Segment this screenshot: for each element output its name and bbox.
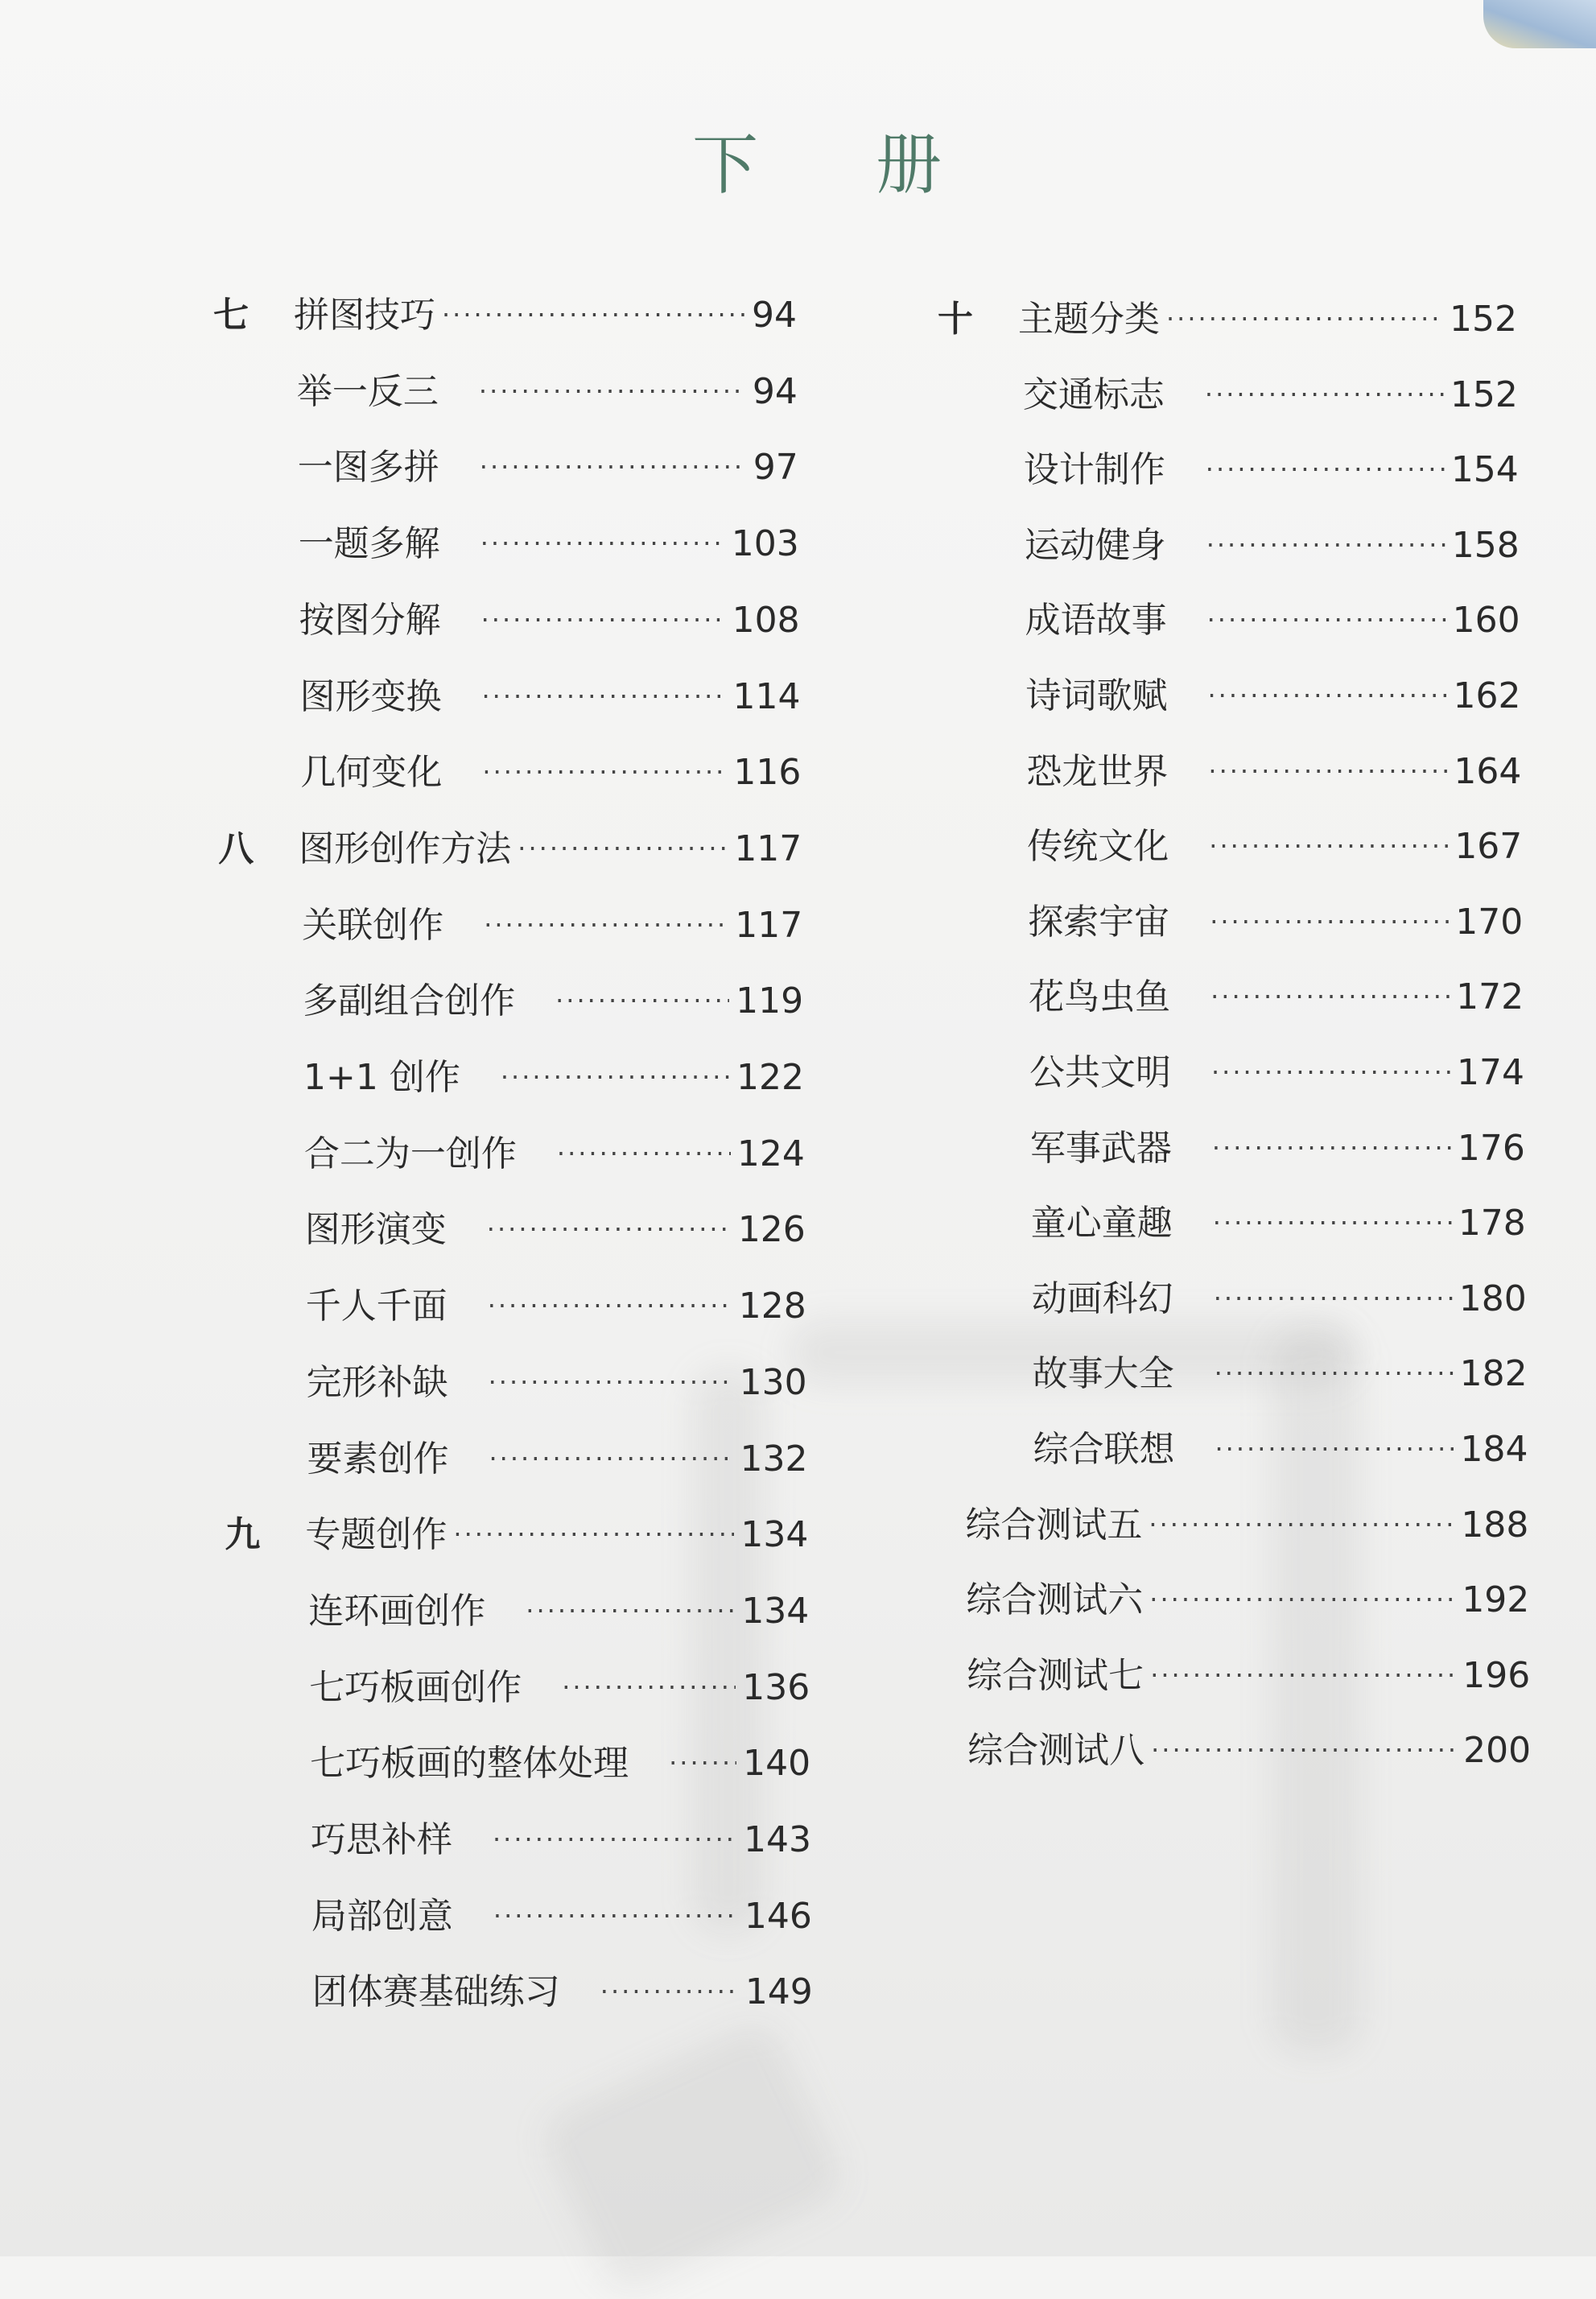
section-title: 恐龙世界: [1026, 750, 1169, 792]
section-title: 七巧板画创作: [309, 1666, 522, 1708]
dot-leader: [482, 757, 727, 787]
toc-entry[interactable]: [304, 1125, 805, 1176]
toc-entry[interactable]: [311, 1887, 812, 1938]
dot-leader: [1210, 906, 1449, 937]
page-number: 128: [738, 1286, 806, 1327]
dot-leader: [1206, 530, 1445, 560]
toc-entry[interactable]: [1024, 440, 1519, 492]
page-number: 200: [1463, 1730, 1532, 1772]
page-number: 119: [736, 980, 804, 1022]
dot-leader: [1150, 1660, 1456, 1690]
toc-entry[interactable]: [1023, 365, 1518, 417]
test-title: 综合测试七: [967, 1654, 1144, 1696]
section-title: 局部创意: [311, 1895, 453, 1937]
dot-leader: [1209, 831, 1448, 861]
toc-entry[interactable]: [300, 743, 801, 795]
section-title: 一题多解: [298, 523, 440, 565]
dot-leader: [1208, 756, 1447, 786]
toc-entry[interactable]: [307, 1430, 808, 1481]
chapter-number: 十: [938, 299, 973, 340]
section-title: 探索宇宙: [1028, 901, 1170, 943]
chapter-title: 主题分类: [1018, 299, 1160, 340]
page-number: 94: [752, 370, 798, 412]
section-title: 公共文明: [1029, 1052, 1171, 1093]
page-number: 160: [1452, 600, 1520, 642]
dot-leader: [493, 1901, 738, 1931]
page-title: 下 册: [691, 127, 991, 204]
dot-leader: [442, 299, 745, 330]
chapter-number: 九: [225, 1514, 261, 1556]
toc-entry[interactable]: [1029, 968, 1524, 1019]
section-title: 动画科幻: [1031, 1277, 1173, 1319]
page-number: 140: [743, 1743, 811, 1785]
toc-entry[interactable]: [303, 972, 803, 1023]
page-number: 94: [752, 295, 797, 336]
section-title: 交通标志: [1022, 374, 1165, 415]
section-title: 一图多拼: [297, 447, 439, 489]
toc-entry[interactable]: [1029, 1043, 1524, 1095]
corner-tab: [1483, 0, 1596, 48]
section-title: 关联创作: [302, 904, 444, 946]
show-through-shadow: [534, 2016, 849, 2299]
dot-leader: [489, 1367, 733, 1397]
dot-leader: [480, 528, 725, 559]
dot-leader: [1215, 1434, 1454, 1464]
dot-leader: [600, 1976, 739, 2007]
toc-entry[interactable]: [1027, 817, 1522, 869]
toc-entry[interactable]: [225, 1505, 808, 1557]
section-title: 几何变化: [300, 752, 443, 794]
dot-leader: [1151, 1735, 1457, 1765]
toc-entry[interactable]: [1033, 1344, 1528, 1396]
page-number: 132: [740, 1438, 808, 1480]
section-title: 七巧板画的整体处理: [310, 1743, 629, 1785]
page-number: 188: [1461, 1504, 1529, 1546]
toc-entry[interactable]: [310, 1734, 810, 1785]
toc-entry[interactable]: [306, 1277, 806, 1328]
dot-leader: [555, 985, 729, 1016]
dot-leader: [484, 910, 728, 940]
dot-leader: [1214, 1283, 1453, 1314]
section-title: 举一反三: [296, 370, 439, 412]
toc-entry[interactable]: [1031, 1194, 1526, 1245]
page-number: 116: [733, 752, 802, 794]
page-number: 196: [1462, 1654, 1531, 1696]
dot-leader: [1210, 981, 1450, 1012]
dot-leader: [1149, 1509, 1454, 1540]
toc-entry[interactable]: [309, 1658, 810, 1710]
dot-leader: [493, 1824, 737, 1855]
toc-entry[interactable]: [303, 1048, 804, 1100]
page-number: 149: [744, 1971, 813, 2013]
dot-leader: [481, 605, 726, 635]
section-title: 设计制作: [1023, 449, 1165, 491]
toc-entry[interactable]: [305, 1200, 806, 1252]
dot-leader: [1149, 1584, 1455, 1615]
page-number: 122: [736, 1057, 804, 1098]
section-title: 合二为一创作: [303, 1133, 517, 1174]
section-title: 成语故事: [1025, 600, 1167, 642]
page-number: 108: [732, 599, 800, 641]
toc-entry[interactable]: [299, 591, 800, 642]
page-number: 126: [737, 1209, 806, 1251]
chapter-title: 专题创作: [305, 1514, 447, 1556]
section-title: 故事大全: [1032, 1353, 1174, 1395]
section-title: 综合联想: [1033, 1429, 1175, 1470]
page-number: 117: [734, 828, 802, 869]
toc-entry[interactable]: [965, 1496, 1528, 1547]
toc-entry[interactable]: [1026, 667, 1521, 718]
section-title: 图形演变: [304, 1209, 447, 1251]
section-title: 千人千面: [305, 1286, 447, 1327]
dot-leader: [526, 1595, 735, 1626]
dot-leader: [1213, 1207, 1452, 1238]
section-title: 传统文化: [1027, 826, 1169, 868]
page-number: 170: [1455, 901, 1524, 943]
toc-entry[interactable]: [967, 1646, 1530, 1698]
section-title: 巧思补样: [311, 1819, 452, 1860]
test-title: 综合测试八: [967, 1730, 1145, 1772]
toc-entry[interactable]: [308, 1582, 809, 1633]
page-number: 124: [736, 1133, 805, 1174]
toc-entry[interactable]: [1026, 742, 1521, 794]
section-title: 花鸟虫鱼: [1029, 976, 1171, 1018]
dot-leader: [1208, 680, 1447, 711]
dot-leader: [1211, 1057, 1450, 1088]
page-number: 117: [735, 904, 803, 946]
toc-entry[interactable]: [1032, 1269, 1527, 1321]
toc-entry[interactable]: [938, 290, 1517, 341]
page-number: 152: [1450, 299, 1517, 340]
dot-leader: [453, 1519, 734, 1550]
section-title: 团体赛基础练习: [311, 1971, 560, 2013]
page-number: 162: [1453, 675, 1521, 716]
page-number: 134: [741, 1590, 810, 1632]
dot-leader: [1166, 303, 1443, 334]
dot-leader: [482, 681, 727, 712]
dot-leader: [518, 833, 728, 864]
page-number: 103: [731, 523, 799, 565]
dot-leader: [501, 1062, 730, 1092]
page-number: 184: [1460, 1429, 1528, 1470]
dot-leader: [562, 1672, 736, 1703]
chapter-title: 图形创作方法: [299, 828, 512, 869]
toc-entry[interactable]: [966, 1571, 1529, 1622]
page-number: 136: [742, 1666, 810, 1708]
toc-entry[interactable]: [311, 1810, 811, 1862]
page-number: 172: [1456, 976, 1524, 1018]
page-number: 182: [1459, 1353, 1528, 1395]
toc-entry[interactable]: [967, 1721, 1531, 1773]
page-number: 146: [744, 1895, 812, 1937]
toc-entry[interactable]: [307, 1353, 807, 1405]
section-title: 按图分解: [299, 599, 441, 641]
toc-entry[interactable]: [312, 1963, 813, 2014]
section-title: 多副组合创作: [303, 980, 516, 1022]
toc-entry[interactable]: [298, 438, 798, 489]
dot-leader: [479, 376, 746, 407]
section-title: 图形变换: [299, 675, 442, 717]
toc-entry[interactable]: [299, 514, 799, 566]
section-title: 军事武器: [1029, 1127, 1172, 1169]
section-title: 1+1 创作: [303, 1057, 460, 1098]
page-number: 134: [740, 1514, 809, 1556]
toc-entry[interactable]: [1028, 893, 1523, 944]
page-number: 130: [739, 1361, 807, 1403]
dot-leader: [1206, 454, 1445, 485]
dot-leader: [1215, 1358, 1454, 1389]
dot-leader: [488, 1290, 732, 1321]
page-number: 114: [732, 675, 801, 717]
toc-entry[interactable]: [1025, 591, 1520, 642]
dot-leader: [669, 1748, 736, 1778]
page-number: 143: [744, 1819, 811, 1860]
page-number: 174: [1457, 1052, 1524, 1093]
page-number: 167: [1454, 826, 1523, 868]
page-number: 152: [1450, 374, 1518, 415]
section-title: 诗词歌赋: [1025, 675, 1168, 716]
page-number: 192: [1462, 1579, 1530, 1621]
dot-leader: [480, 452, 747, 482]
toc-entry[interactable]: [300, 667, 801, 719]
page-number: 154: [1450, 449, 1519, 491]
section-title: 连环画创作: [308, 1590, 486, 1632]
toc-entry[interactable]: [218, 819, 802, 871]
test-title: 综合测试五: [965, 1504, 1143, 1546]
section-title: 童心童趣: [1030, 1203, 1173, 1244]
toc-entry[interactable]: [1033, 1420, 1528, 1471]
page-number: 97: [753, 447, 798, 489]
dot-leader: [489, 1443, 734, 1474]
toc-entry[interactable]: [213, 286, 797, 337]
section-title: 运动健身: [1024, 524, 1166, 566]
page-number: 180: [1458, 1277, 1527, 1319]
dot-leader: [1207, 605, 1446, 635]
section-title: 完形补缺: [306, 1361, 448, 1403]
chapter-number: 八: [218, 828, 254, 869]
toc-entry[interactable]: [297, 362, 798, 414]
page-number: 178: [1458, 1203, 1526, 1244]
page-number: 164: [1454, 750, 1522, 792]
dot-leader: [487, 1214, 732, 1244]
toc-entry[interactable]: [1025, 516, 1520, 568]
dot-leader: [557, 1138, 731, 1169]
toc-entry[interactable]: [302, 896, 802, 947]
chapter-number: 七: [213, 295, 249, 336]
page-number: 176: [1457, 1127, 1525, 1169]
dot-leader: [1205, 379, 1444, 410]
test-title: 综合测试六: [966, 1579, 1144, 1621]
toc-entry[interactable]: [1030, 1119, 1525, 1170]
page-number: 158: [1451, 524, 1520, 566]
dot-leader: [1212, 1133, 1451, 1163]
chapter-title: 拼图技巧: [294, 295, 435, 336]
section-title: 要素创作: [307, 1438, 449, 1480]
